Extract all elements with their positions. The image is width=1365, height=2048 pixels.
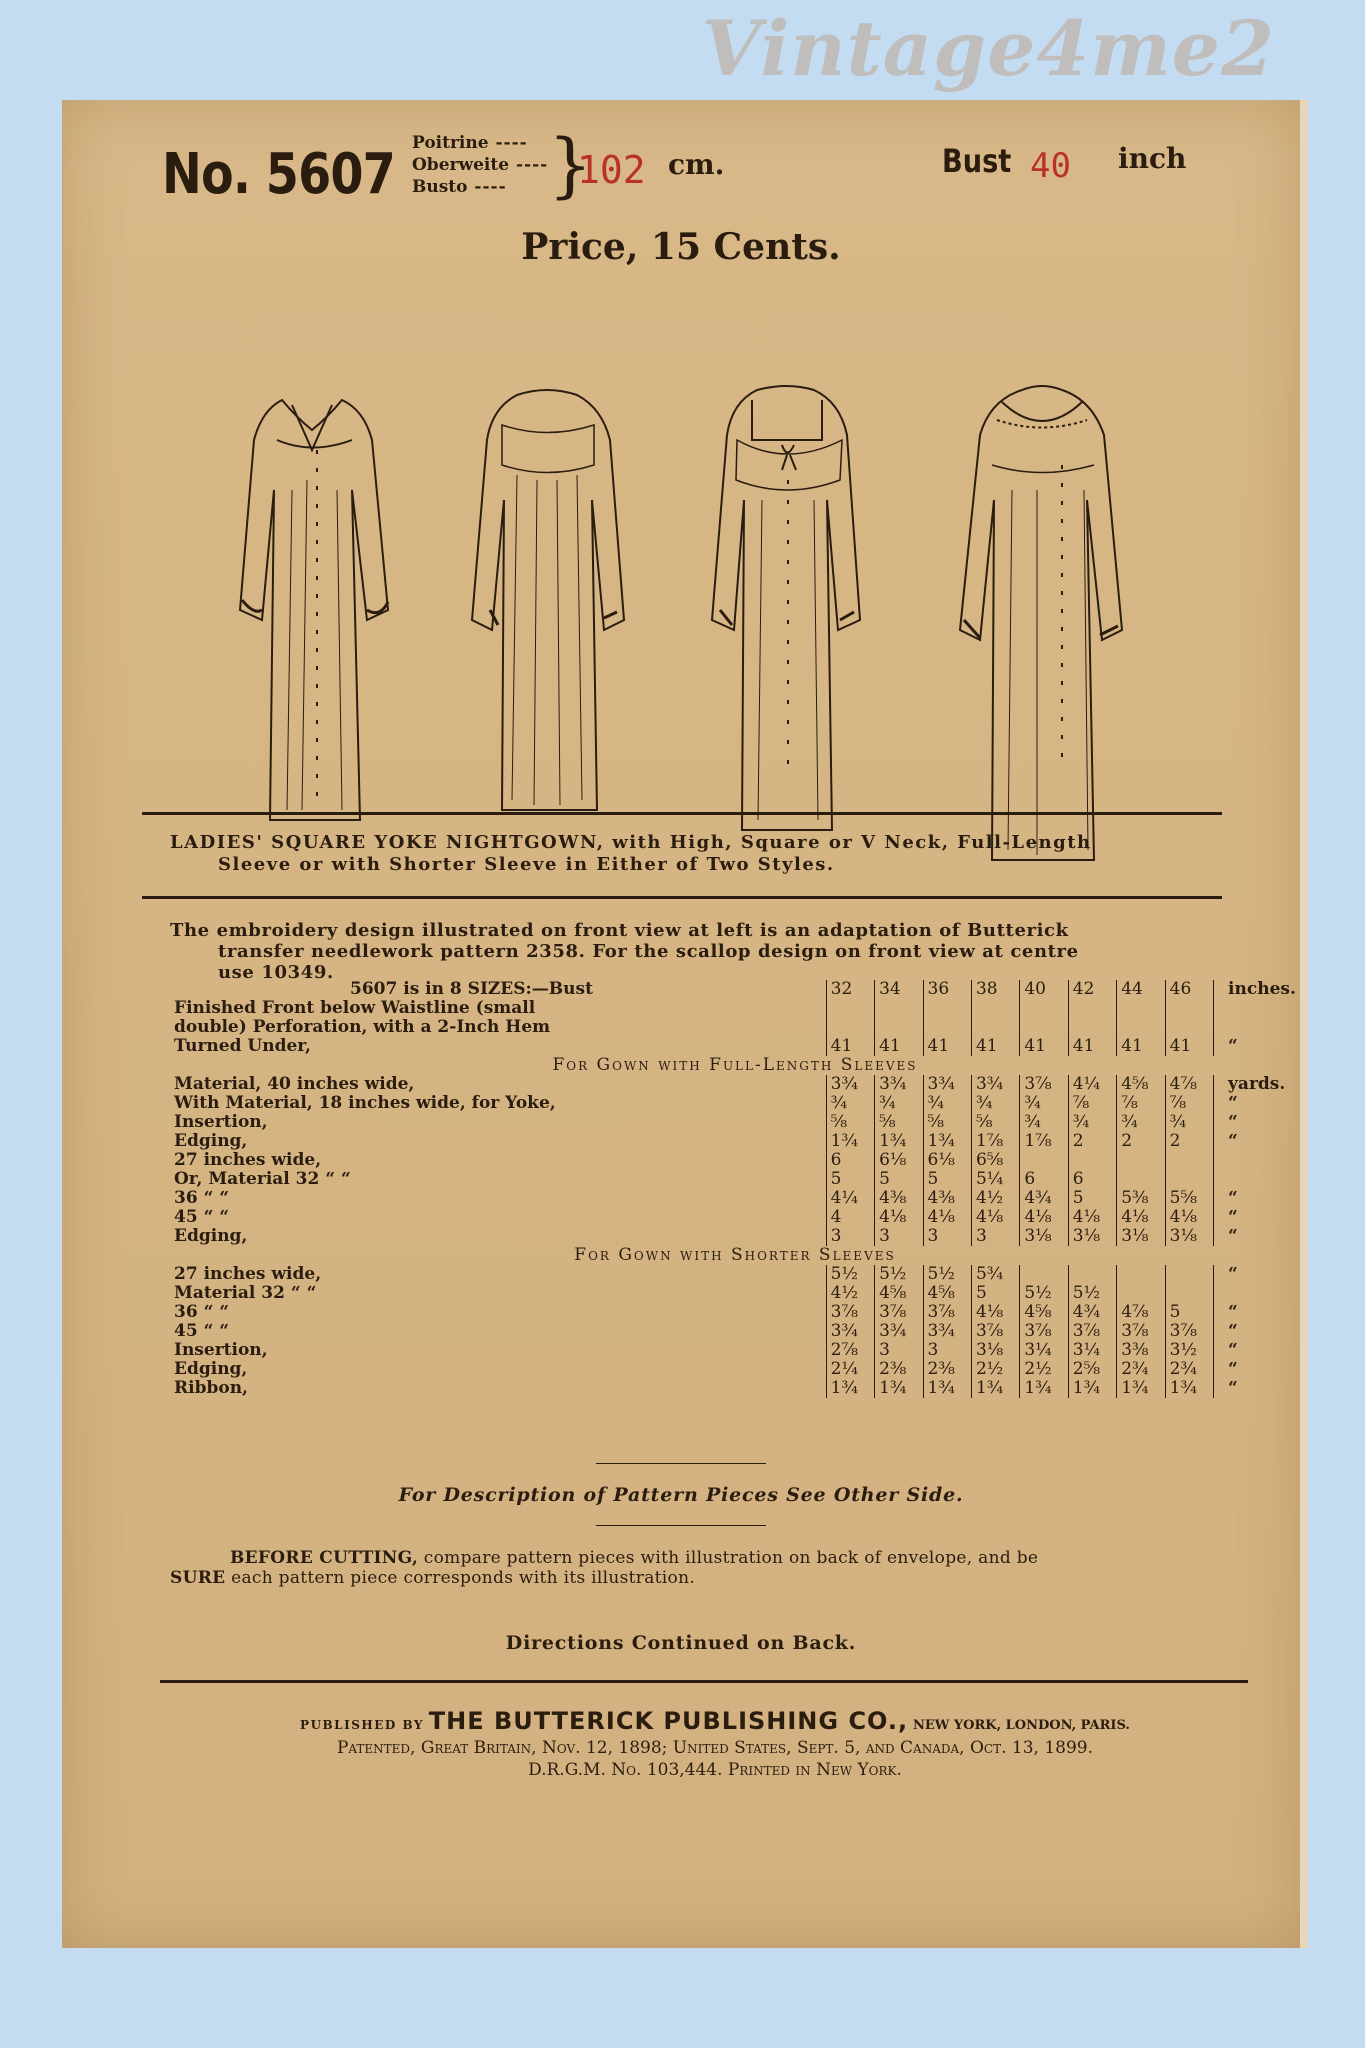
gown-front-round-collar — [960, 386, 1122, 860]
row-value: 41 — [875, 1037, 923, 1056]
row-value: 3¾ — [826, 1075, 874, 1094]
publisher-prefix: PUBLISHED BY — [300, 1718, 424, 1732]
row-value: 4⅜ — [875, 1189, 923, 1208]
table-row — [170, 1227, 1300, 1246]
row-value: ⅞ — [1117, 1094, 1165, 1113]
row-label: 27 inches wide, — [174, 1264, 322, 1284]
row-value: 4½ — [826, 1284, 874, 1303]
row-label: With Material, 18 inches wide, for Yoke, — [174, 1093, 556, 1113]
row-unit: “ — [1214, 1208, 1300, 1227]
ornament-divider — [596, 1463, 766, 1478]
row-value: ⅝ — [826, 1113, 874, 1132]
row-unit: “ — [1214, 1227, 1300, 1246]
embroidery-note-line-3: use 10349. — [218, 962, 334, 983]
yardage-table — [170, 980, 1300, 1398]
embroidery-note-line-1: The embroidery design illustrated on front view at left is an adaptation of Butterick — [170, 920, 1069, 941]
row-value: 4½ — [971, 1189, 1019, 1208]
row-label: double) Perforation, with a 2-Inch Hem — [174, 1017, 551, 1037]
row-label: Or, Material 32 “ “ — [174, 1169, 351, 1189]
row-value: 41 — [923, 1037, 971, 1056]
row-value: ¾ — [826, 1094, 874, 1113]
row-value: 3⅛ — [1165, 1227, 1213, 1246]
row-value: 2⅞ — [826, 1341, 874, 1360]
row-value: 3 — [923, 1341, 971, 1360]
size-col: 42 — [1068, 980, 1116, 999]
row-value — [1117, 1151, 1165, 1170]
size-col: 40 — [1020, 980, 1068, 999]
row-value: 3 — [875, 1227, 923, 1246]
row-unit: “ — [1214, 1379, 1300, 1398]
row-label: Ribbon, — [174, 1378, 248, 1398]
table-row — [170, 1132, 1300, 1151]
row-value: 3¾ — [971, 1075, 1019, 1094]
before-cutting-bold: BEFORE CUTTING, — [230, 1548, 419, 1568]
row-value: 3⅛ — [1020, 1227, 1068, 1246]
before-cutting-text-2: each pattern piece corresponds with its illustration. — [225, 1568, 696, 1588]
row-value: 3⅛ — [1117, 1227, 1165, 1246]
row-value: 4⅝ — [923, 1284, 971, 1303]
row-unit: “ — [1214, 1132, 1300, 1151]
row-value — [875, 1018, 923, 1037]
gown-front-square-neck — [712, 386, 860, 830]
row-value — [923, 999, 971, 1018]
row-value: ¾ — [971, 1094, 1019, 1113]
row-value: 5 — [826, 1170, 874, 1189]
row-value: ¾ — [1020, 1094, 1068, 1113]
publisher-block — [170, 1707, 1260, 1781]
row-value: 5⅝ — [1165, 1189, 1213, 1208]
row-value: 5¼ — [971, 1170, 1019, 1189]
row-value: 3¼ — [1020, 1341, 1068, 1360]
row-label: Finished Front below Waistline (small — [174, 998, 536, 1018]
row-value: 4¼ — [1068, 1075, 1116, 1094]
row-value: 4⅛ — [1068, 1208, 1116, 1227]
row-unit: “ — [1214, 1341, 1300, 1360]
row-value: 5½ — [875, 1265, 923, 1284]
row-value — [1068, 1265, 1116, 1284]
row-value: 5½ — [923, 1265, 971, 1284]
row-value: 6 — [826, 1151, 874, 1170]
row-value: 1¾ — [1117, 1379, 1165, 1398]
row-value: 41 — [1068, 1037, 1116, 1056]
row-unit: “ — [1214, 1322, 1300, 1341]
row-unit — [1214, 1170, 1300, 1189]
row-value — [1117, 1265, 1165, 1284]
row-value: 1⅞ — [971, 1132, 1019, 1151]
row-value: 4⅛ — [971, 1303, 1019, 1322]
row-value: 4⅜ — [923, 1189, 971, 1208]
row-value: 4¾ — [1020, 1189, 1068, 1208]
row-unit — [1214, 999, 1300, 1018]
row-value: 3⅛ — [1068, 1227, 1116, 1246]
row-value: 4⅛ — [1020, 1208, 1068, 1227]
embroidery-note-line-2: transfer needlework pattern 2358. For the scallop design on front view at centre — [218, 941, 1079, 962]
row-label: Edging, — [174, 1131, 248, 1151]
row-value — [1020, 1018, 1068, 1037]
row-value: ¾ — [1068, 1113, 1116, 1132]
row-value — [1165, 999, 1213, 1018]
table-row — [170, 1341, 1300, 1360]
table-row — [170, 1018, 1300, 1037]
row-value: 3⅛ — [971, 1341, 1019, 1360]
table-row — [170, 1151, 1300, 1170]
table-row — [170, 1113, 1300, 1132]
row-value — [1165, 1284, 1213, 1303]
row-value: 2½ — [1020, 1360, 1068, 1379]
row-label: 27 inches wide, — [174, 1150, 322, 1170]
rule-bottom — [160, 1680, 1248, 1683]
row-label: 36 “ “ — [174, 1302, 230, 1322]
row-value — [1068, 999, 1116, 1018]
row-value: 1⅞ — [1020, 1132, 1068, 1151]
row-value: ⅝ — [875, 1113, 923, 1132]
row-value: 4⅛ — [923, 1208, 971, 1227]
row-value: 3⅞ — [1020, 1322, 1068, 1341]
row-value: 1¾ — [826, 1379, 874, 1398]
table-header-row — [170, 980, 1300, 999]
before-cutting-text: compare pattern pieces with illustration on back of envelope, and be — [418, 1548, 1039, 1568]
row-value: ⅞ — [1165, 1094, 1213, 1113]
row-value: 4⅛ — [1165, 1208, 1213, 1227]
row-value: 3⅞ — [875, 1303, 923, 1322]
gown-back — [472, 390, 624, 810]
row-value: 1¾ — [923, 1132, 971, 1151]
bust-label: Bust — [942, 142, 1012, 180]
row-value: 3⅞ — [1117, 1322, 1165, 1341]
row-value: 2⅜ — [875, 1360, 923, 1379]
ornament-divider — [596, 1525, 766, 1540]
row-unit: “ — [1214, 1094, 1300, 1113]
row-value: ¾ — [875, 1094, 923, 1113]
row-value: ¾ — [1020, 1113, 1068, 1132]
table-section-row — [170, 1246, 1300, 1265]
row-value: 5 — [971, 1284, 1019, 1303]
brace-glyph: } — [548, 124, 593, 206]
row-value: 3⅞ — [971, 1322, 1019, 1341]
table-row — [170, 1303, 1300, 1322]
row-value: 2¾ — [1117, 1360, 1165, 1379]
row-label: Insertion, — [174, 1112, 268, 1132]
size-col: 34 — [875, 980, 923, 999]
row-value: 3⅞ — [1165, 1322, 1213, 1341]
row-unit — [1214, 1018, 1300, 1037]
publisher-patents: Patented, Great Britain, Nov. 12, 1898; United States, Sept. 5, and Canada, Oct. 13, 1899. — [336, 1738, 1094, 1758]
row-value — [1165, 1018, 1213, 1037]
row-value: 4¾ — [1068, 1303, 1116, 1322]
size-col: 44 — [1117, 980, 1165, 999]
pattern-number: No. 5607 — [162, 142, 395, 207]
row-value: 3¾ — [875, 1322, 923, 1341]
row-value: 1¾ — [1165, 1379, 1213, 1398]
row-value — [875, 999, 923, 1018]
row-value: 3⅞ — [1020, 1075, 1068, 1094]
row-value: 6⅛ — [875, 1151, 923, 1170]
table-row — [170, 1189, 1300, 1208]
row-label: Insertion, — [174, 1340, 268, 1360]
rule-top — [142, 812, 1222, 815]
row-label: 45 “ “ — [174, 1321, 230, 1341]
row-value: 6 — [1020, 1170, 1068, 1189]
row-value: ⅝ — [971, 1113, 1019, 1132]
row-value — [1117, 999, 1165, 1018]
size-col: 38 — [971, 980, 1019, 999]
row-value: 2 — [1068, 1132, 1116, 1151]
gown-front-v-neck — [240, 400, 388, 820]
pattern-title-line-1: LADIES' SQUARE YOKE NIGHTGOWN, with High, Square or V Neck, Full-Length — [170, 832, 1092, 853]
embroidery-note — [170, 920, 1240, 983]
cm-value: 102 — [577, 148, 646, 192]
row-label: 45 “ “ — [174, 1207, 230, 1227]
row-value: 4⅞ — [1165, 1075, 1213, 1094]
row-value: 1¾ — [1020, 1379, 1068, 1398]
table-row — [170, 1170, 1300, 1189]
rule-mid — [142, 896, 1222, 899]
inch-label: inch — [1118, 142, 1187, 175]
row-value: 1¾ — [923, 1379, 971, 1398]
size-col: 46 — [1165, 980, 1213, 999]
row-value — [1020, 999, 1068, 1018]
row-value: 5½ — [1020, 1284, 1068, 1303]
row-label: Edging, — [174, 1359, 248, 1379]
row-value: 5⅜ — [1117, 1189, 1165, 1208]
size-labels — [412, 132, 548, 198]
row-value: 3½ — [1165, 1341, 1213, 1360]
row-value: 4⅛ — [971, 1208, 1019, 1227]
row-value — [1020, 1265, 1068, 1284]
table-row — [170, 1075, 1300, 1094]
table-section-label: For Gown with Shorter Sleeves — [574, 1245, 896, 1265]
row-unit: “ — [1214, 1113, 1300, 1132]
table-header-unit: inches. — [1214, 980, 1300, 999]
bust-value: 40 — [1030, 146, 1071, 186]
before-cutting-note — [170, 1548, 1250, 1588]
row-unit: “ — [1214, 1265, 1300, 1284]
row-value: 2 — [1117, 1132, 1165, 1151]
table-row — [170, 1265, 1300, 1284]
price: Price, 15 Cents. — [521, 226, 841, 268]
row-value: ¾ — [923, 1094, 971, 1113]
row-value: 5¾ — [971, 1265, 1019, 1284]
pattern-title — [170, 832, 1230, 876]
row-value — [971, 999, 1019, 1018]
row-value: 3⅞ — [826, 1303, 874, 1322]
row-value: 4⅝ — [875, 1284, 923, 1303]
row-value: 5 — [1165, 1303, 1213, 1322]
watermark: Vintage4me2 — [701, 4, 1275, 93]
row-value — [1068, 1151, 1116, 1170]
row-value — [1117, 1018, 1165, 1037]
row-value — [1165, 1170, 1213, 1189]
row-value — [826, 999, 874, 1018]
row-value: ⅝ — [923, 1113, 971, 1132]
row-value: 3¾ — [875, 1075, 923, 1094]
row-unit: “ — [1214, 1189, 1300, 1208]
row-value: 41 — [826, 1037, 874, 1056]
row-value: 1¾ — [971, 1379, 1019, 1398]
row-value: 4⅝ — [1020, 1303, 1068, 1322]
row-value: 5 — [1068, 1189, 1116, 1208]
publisher-company: THE BUTTERICK PUBLISHING CO., — [428, 1707, 909, 1735]
row-value: 41 — [971, 1037, 1019, 1056]
publisher-cities: NEW YORK, LONDON, PARIS. — [912, 1718, 1130, 1733]
size-label-oberweite: Oberweite ---- — [412, 154, 548, 176]
row-value: 4 — [826, 1208, 874, 1227]
row-value: 1¾ — [1068, 1379, 1116, 1398]
gown-illustrations — [142, 290, 1242, 910]
row-value: 2¼ — [826, 1360, 874, 1379]
size-label-busto: Busto ---- — [412, 176, 548, 198]
row-value: ¾ — [1117, 1113, 1165, 1132]
row-value: 1¾ — [826, 1132, 874, 1151]
description-note: For Description of Pattern Pieces See Other Side. — [398, 1484, 964, 1506]
row-value: 4⅛ — [1117, 1208, 1165, 1227]
row-label: Edging, — [174, 1226, 248, 1246]
row-value: 3 — [923, 1227, 971, 1246]
row-value: 6 — [1068, 1170, 1116, 1189]
row-value — [1165, 1265, 1213, 1284]
row-value: ⅞ — [1068, 1094, 1116, 1113]
row-value: 3¾ — [923, 1075, 971, 1094]
table-row — [170, 999, 1300, 1018]
row-value: 2¾ — [1165, 1360, 1213, 1379]
row-value — [1068, 1018, 1116, 1037]
row-value — [971, 1018, 1019, 1037]
row-value: 3¾ — [923, 1322, 971, 1341]
row-value: 3 — [826, 1227, 874, 1246]
row-value — [1117, 1170, 1165, 1189]
row-label: Material, 40 inches wide, — [174, 1074, 415, 1094]
row-value: 5 — [875, 1170, 923, 1189]
row-value — [1117, 1284, 1165, 1303]
table-row — [170, 1379, 1300, 1398]
row-value: 6⅝ — [971, 1151, 1019, 1170]
publisher-drgm: D.R.G.M. No. 103,444. Printed in New York. — [528, 1760, 902, 1780]
table-row — [170, 1360, 1300, 1379]
row-value: 41 — [1020, 1037, 1068, 1056]
table-section-row — [170, 1056, 1300, 1075]
row-value: 4⅝ — [1117, 1075, 1165, 1094]
size-label-poitrine: Poitrine ---- — [412, 132, 548, 154]
row-value — [1165, 1151, 1213, 1170]
row-value: 6⅛ — [923, 1151, 971, 1170]
row-value — [826, 1018, 874, 1037]
table-row — [170, 1322, 1300, 1341]
row-value: 3¼ — [1068, 1341, 1116, 1360]
row-value: 41 — [1117, 1037, 1165, 1056]
row-value: 5 — [923, 1170, 971, 1189]
row-value: 3⅞ — [1068, 1322, 1116, 1341]
row-value — [1020, 1151, 1068, 1170]
row-unit: “ — [1214, 1303, 1300, 1322]
cm-label: cm. — [668, 148, 725, 181]
row-value: 2½ — [971, 1360, 1019, 1379]
row-value: 4⅛ — [875, 1208, 923, 1227]
row-label: Material 32 “ “ — [174, 1283, 317, 1303]
row-unit — [1214, 1284, 1300, 1303]
table-row — [170, 1208, 1300, 1227]
table-row — [170, 1037, 1300, 1056]
row-value: 3⅞ — [923, 1303, 971, 1322]
row-unit: “ — [1214, 1037, 1300, 1056]
table-header-label: 5607 is in 8 SIZES:—Bust — [350, 979, 593, 999]
pattern-title-line-2: Sleeve or with Shorter Sleeve in Either of Two Styles. — [218, 854, 835, 875]
row-value: 3⅜ — [1117, 1341, 1165, 1360]
row-value: 1¾ — [875, 1379, 923, 1398]
size-col: 36 — [923, 980, 971, 999]
row-value: 3 — [971, 1227, 1019, 1246]
row-value: 2⅜ — [923, 1360, 971, 1379]
row-value: 3 — [875, 1341, 923, 1360]
row-unit: yards. — [1214, 1075, 1300, 1094]
pattern-envelope — [62, 100, 1308, 1948]
row-value: 3¾ — [826, 1322, 874, 1341]
table-row — [170, 1284, 1300, 1303]
row-unit: “ — [1214, 1360, 1300, 1379]
before-cutting-sure: SURE — [170, 1568, 226, 1588]
row-label: 36 “ “ — [174, 1188, 230, 1208]
row-value — [923, 1018, 971, 1037]
row-value: 2⅝ — [1068, 1360, 1116, 1379]
row-unit — [1214, 1151, 1300, 1170]
table-row — [170, 1094, 1300, 1113]
table-section-label: For Gown with Full-Length Sleeves — [552, 1055, 918, 1075]
row-value: 2 — [1165, 1132, 1213, 1151]
row-value: 4⅞ — [1117, 1303, 1165, 1322]
directions-continued: Directions Continued on Back. — [505, 1632, 857, 1654]
row-value: 4¼ — [826, 1189, 874, 1208]
row-value: ¾ — [1165, 1113, 1213, 1132]
row-value: 1¾ — [875, 1132, 923, 1151]
row-value: 5½ — [826, 1265, 874, 1284]
row-label: Turned Under, — [174, 1036, 311, 1056]
size-col: 32 — [826, 980, 874, 999]
row-value: 5½ — [1068, 1284, 1116, 1303]
row-value: 41 — [1165, 1037, 1213, 1056]
